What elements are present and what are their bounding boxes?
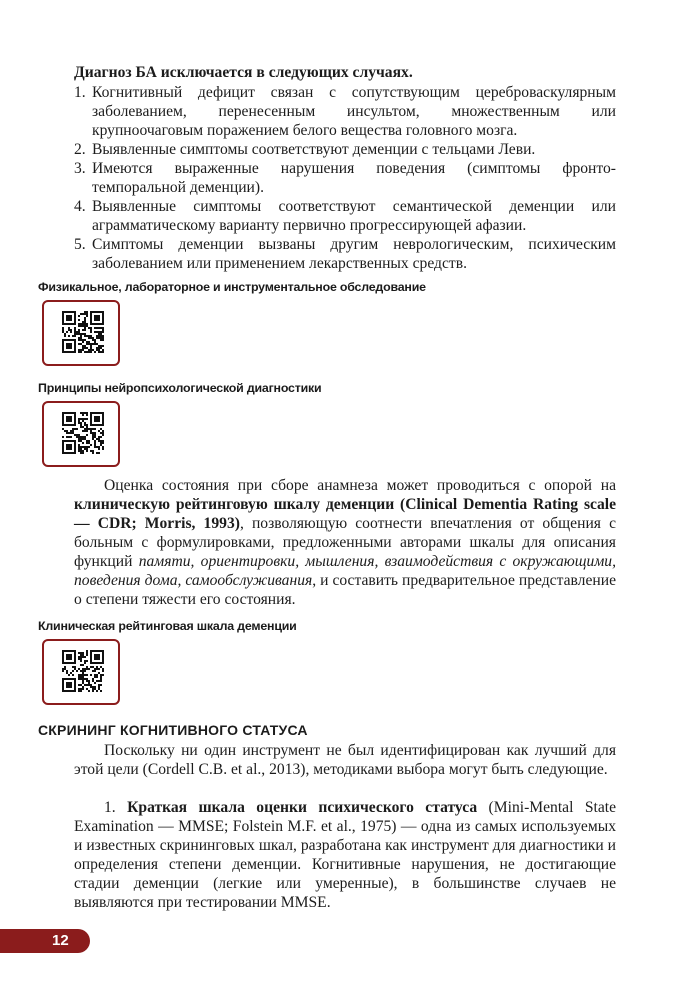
functions-list: памяти, ориентировки, мышления, взаимодействия с окружающими, поведения дома, самообслуживания xyxy=(74,553,617,589)
mmse-paragraph xyxy=(74,798,616,912)
list-item xyxy=(74,235,616,273)
cdr-paragraph xyxy=(74,476,616,609)
list-number: 1. xyxy=(74,84,86,101)
list-number: 4. xyxy=(74,198,86,215)
list-item xyxy=(74,159,616,197)
diagnosis-heading: Диагноз БА исключается в следующих случаях. xyxy=(74,64,413,81)
text-run: , и составить предварительное представление о степени тяжести его состояния. xyxy=(74,572,616,608)
qr-section-label: Принципы нейропсихологической диагностики xyxy=(38,381,322,395)
list-text: Симптомы деменции вызваны другим неврологическим, психическим заболеванием или применением лекарственных средств. xyxy=(92,236,616,272)
list-text: Имеются выраженные нарушения поведения (симптомы фронто-темпоральной деменции). xyxy=(92,160,616,196)
qr-code-link[interactable] xyxy=(42,639,120,705)
cdr-term: клиническую рейтинговую шкалу деменции (Clinical Dementia Rating scale — CDR; Morris, 1993) xyxy=(74,496,616,532)
text-run: (Mini-Mental State Examination — MMSE; Folstein M.F. et al., 1975) — одна из самых используемых и известных скрининговых шкал, разработана как инструмент для диагностики и определения степени деменции. Когнитивные нарушения, не достигающие стадии деменции (легкие или умеренные), в большинстве случаев не выявляются при тестировании MMSE. xyxy=(74,799,617,911)
list-item xyxy=(74,140,616,159)
text-run: Оценка состояния при сборе анамнеза может проводиться с опорой на xyxy=(104,477,616,494)
list-text: Выявленные симптомы соответствуют деменции с тельцами Леви. xyxy=(92,141,536,158)
list-number: 5. xyxy=(74,236,86,253)
qr-code-link[interactable] xyxy=(42,401,120,467)
exclusion-list xyxy=(74,83,616,273)
screening-intro xyxy=(74,741,616,779)
page-number: 12 xyxy=(52,932,69,949)
text-run: , позволяющую соотнести впечатления от общения с больным с формулировками, предложенными авторами шкалы для описания функций xyxy=(74,515,616,570)
list-number: 3. xyxy=(74,160,86,177)
item-number: 1. xyxy=(104,799,128,816)
list-text: Выявленные симптомы соответствуют семантической деменции или аграмматическому варианту первично прогрессирующей афазии. xyxy=(92,198,616,234)
qr-code-icon xyxy=(62,311,104,353)
qr-code-icon xyxy=(62,412,104,454)
qr-section-label: Клиническая рейтинговая шкала деменции xyxy=(38,619,297,633)
list-item xyxy=(74,83,616,140)
qr-code-icon xyxy=(62,650,104,692)
section-heading: СКРИНИНГ КОГНИТИВНОГО СТАТУСА xyxy=(38,722,308,738)
paragraph: Поскольку ни один инструмент не был идентифицирован как лучший для этой цели (Cordell C.B. et al., 2013), методиками выбора могут быть следующие. xyxy=(74,742,616,778)
qr-section-label: Физикальное, лабораторное и инструментальное обследование xyxy=(38,280,426,294)
qr-code-link[interactable] xyxy=(42,300,120,366)
mmse-term: Краткая шкала оценки психического статуса xyxy=(127,799,478,816)
list-item xyxy=(74,197,616,235)
list-text: Когнитивный дефицит связан с сопутствующим цереброваскулярным заболеванием, перенесенным инсультом, множественным или крупноочаговым поражением белого вещества головного мозга. xyxy=(92,84,616,139)
list-number: 2. xyxy=(74,141,86,158)
page-number-tab xyxy=(0,929,90,953)
